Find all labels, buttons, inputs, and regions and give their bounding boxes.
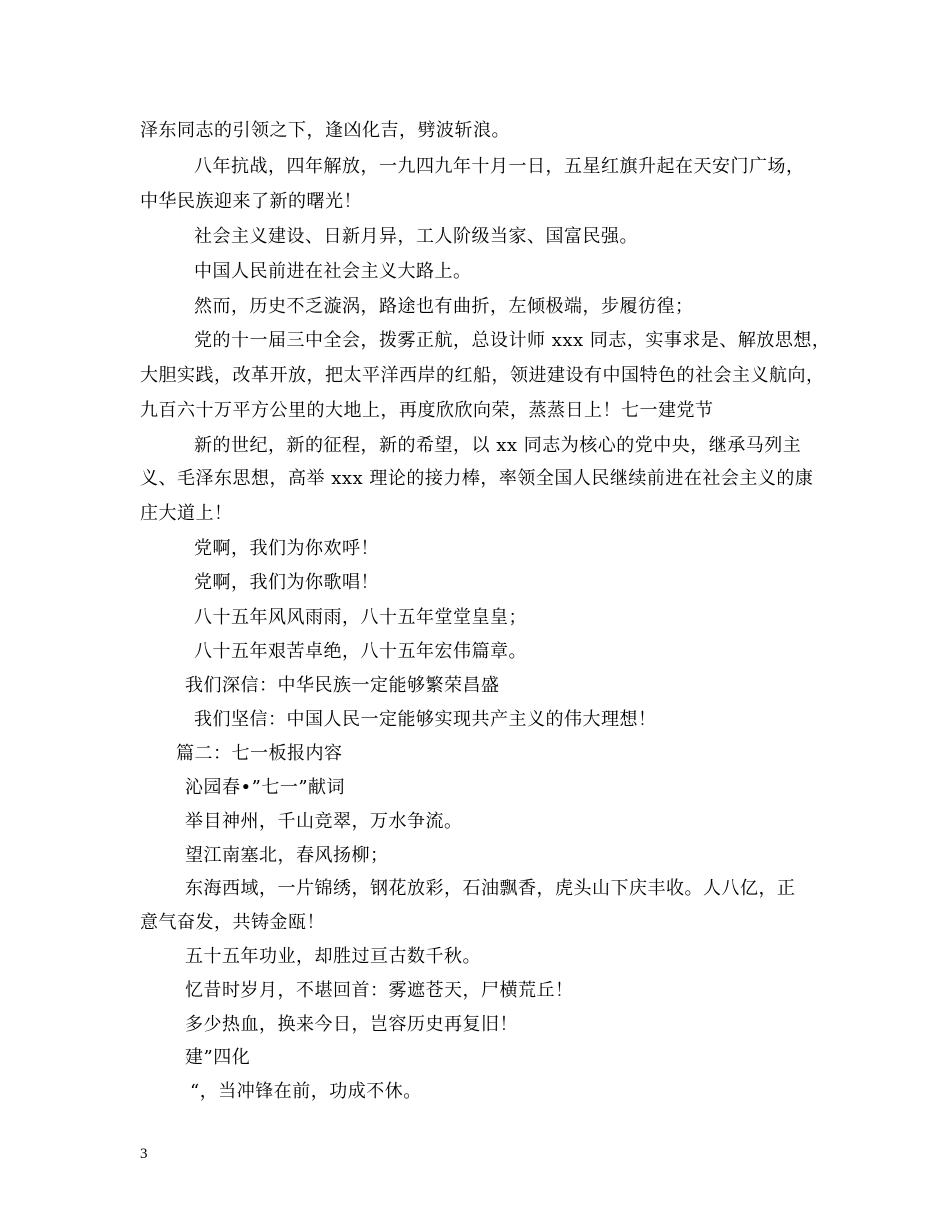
text-line: 党啊，我们为你欢呼！ — [194, 538, 379, 559]
text-line: 五十五年功业，却胜过亘古数千秋。 — [185, 946, 481, 967]
text-line: 意气奋发，共铸金瓯！ — [140, 912, 325, 933]
text-line: 义、毛泽东思想，高举 xxx 理论的接力棒，率领全国人民继续前进在社会主义的康 — [140, 468, 814, 489]
text-line: 党啊，我们为你歌唱！ — [194, 572, 379, 593]
text-line: 东海西域，一片锦绣，钢花放彩，石油飘香，虎头山下庆丰收。人八亿，正 — [185, 878, 796, 899]
section-heading: 篇二：七一板报内容 — [176, 743, 343, 764]
text-line: “，当冲锋在前，功成不休。 — [190, 1081, 422, 1102]
text-line: 社会主义建设、日新月异，工人阶级当家、国富民强。 — [194, 226, 638, 247]
page-number: 3 — [140, 1146, 148, 1162]
text-line: 八年抗战，四年解放，一九四九年十月一日，五星红旗升起在天安门广场， — [194, 156, 805, 177]
text-line: 举目神州，千山竞翠，万水争流。 — [185, 811, 463, 832]
text-line: 九百六十万平方公里的大地上，再度欣欣向荣，蒸蒸日上！七一建党节 — [140, 400, 714, 421]
text-line: 中国人民前进在社会主义大路上。 — [194, 261, 472, 282]
text-line: 建”四化 — [185, 1047, 251, 1068]
poem-title: 沁园春•”七一”献词 — [185, 777, 346, 798]
text-line: 多少热血，换来今日，岂容历史再复旧！ — [185, 1014, 518, 1035]
text-line: 中华民族迎来了新的曙光！ — [140, 191, 362, 212]
text-line: 我们深信：中华民族一定能够繁荣昌盛 — [185, 675, 500, 696]
text-line: 党的十一届三中全会，拨雾正航，总设计师 xxx 同志，实事求是、解放思想， — [194, 330, 831, 351]
text-line: 望江南塞北，春风扬柳； — [185, 845, 389, 866]
text-line: 庄大道上！ — [140, 503, 233, 524]
text-line: 泽东同志的引领之下，逢凶化吉，劈波斩浪。 — [140, 120, 510, 141]
text-line: 八十五年风风雨雨，八十五年堂堂皇皇； — [194, 607, 527, 628]
text-line: 大胆实践，改革开放，把太平洋西岸的红船，领进建设有中国特色的社会主义航向， — [140, 365, 825, 386]
text-line: 八十五年艰苦卓绝，八十五年宏伟篇章。 — [194, 641, 527, 662]
text-line: 然而，历史不乏漩涡，路途也有曲折，左倾极端，步履彷徨； — [194, 296, 694, 317]
text-line: 我们坚信：中国人民一定能够实现共产主义的伟大理想！ — [194, 709, 657, 730]
text-line: 忆昔时岁月，不堪回首：雾遮苍天，尸横荒丘！ — [185, 980, 574, 1001]
text-line: 新的世纪，新的征程，新的希望，以 xx 同志为核心的党中央，继承马列主 — [194, 435, 802, 456]
